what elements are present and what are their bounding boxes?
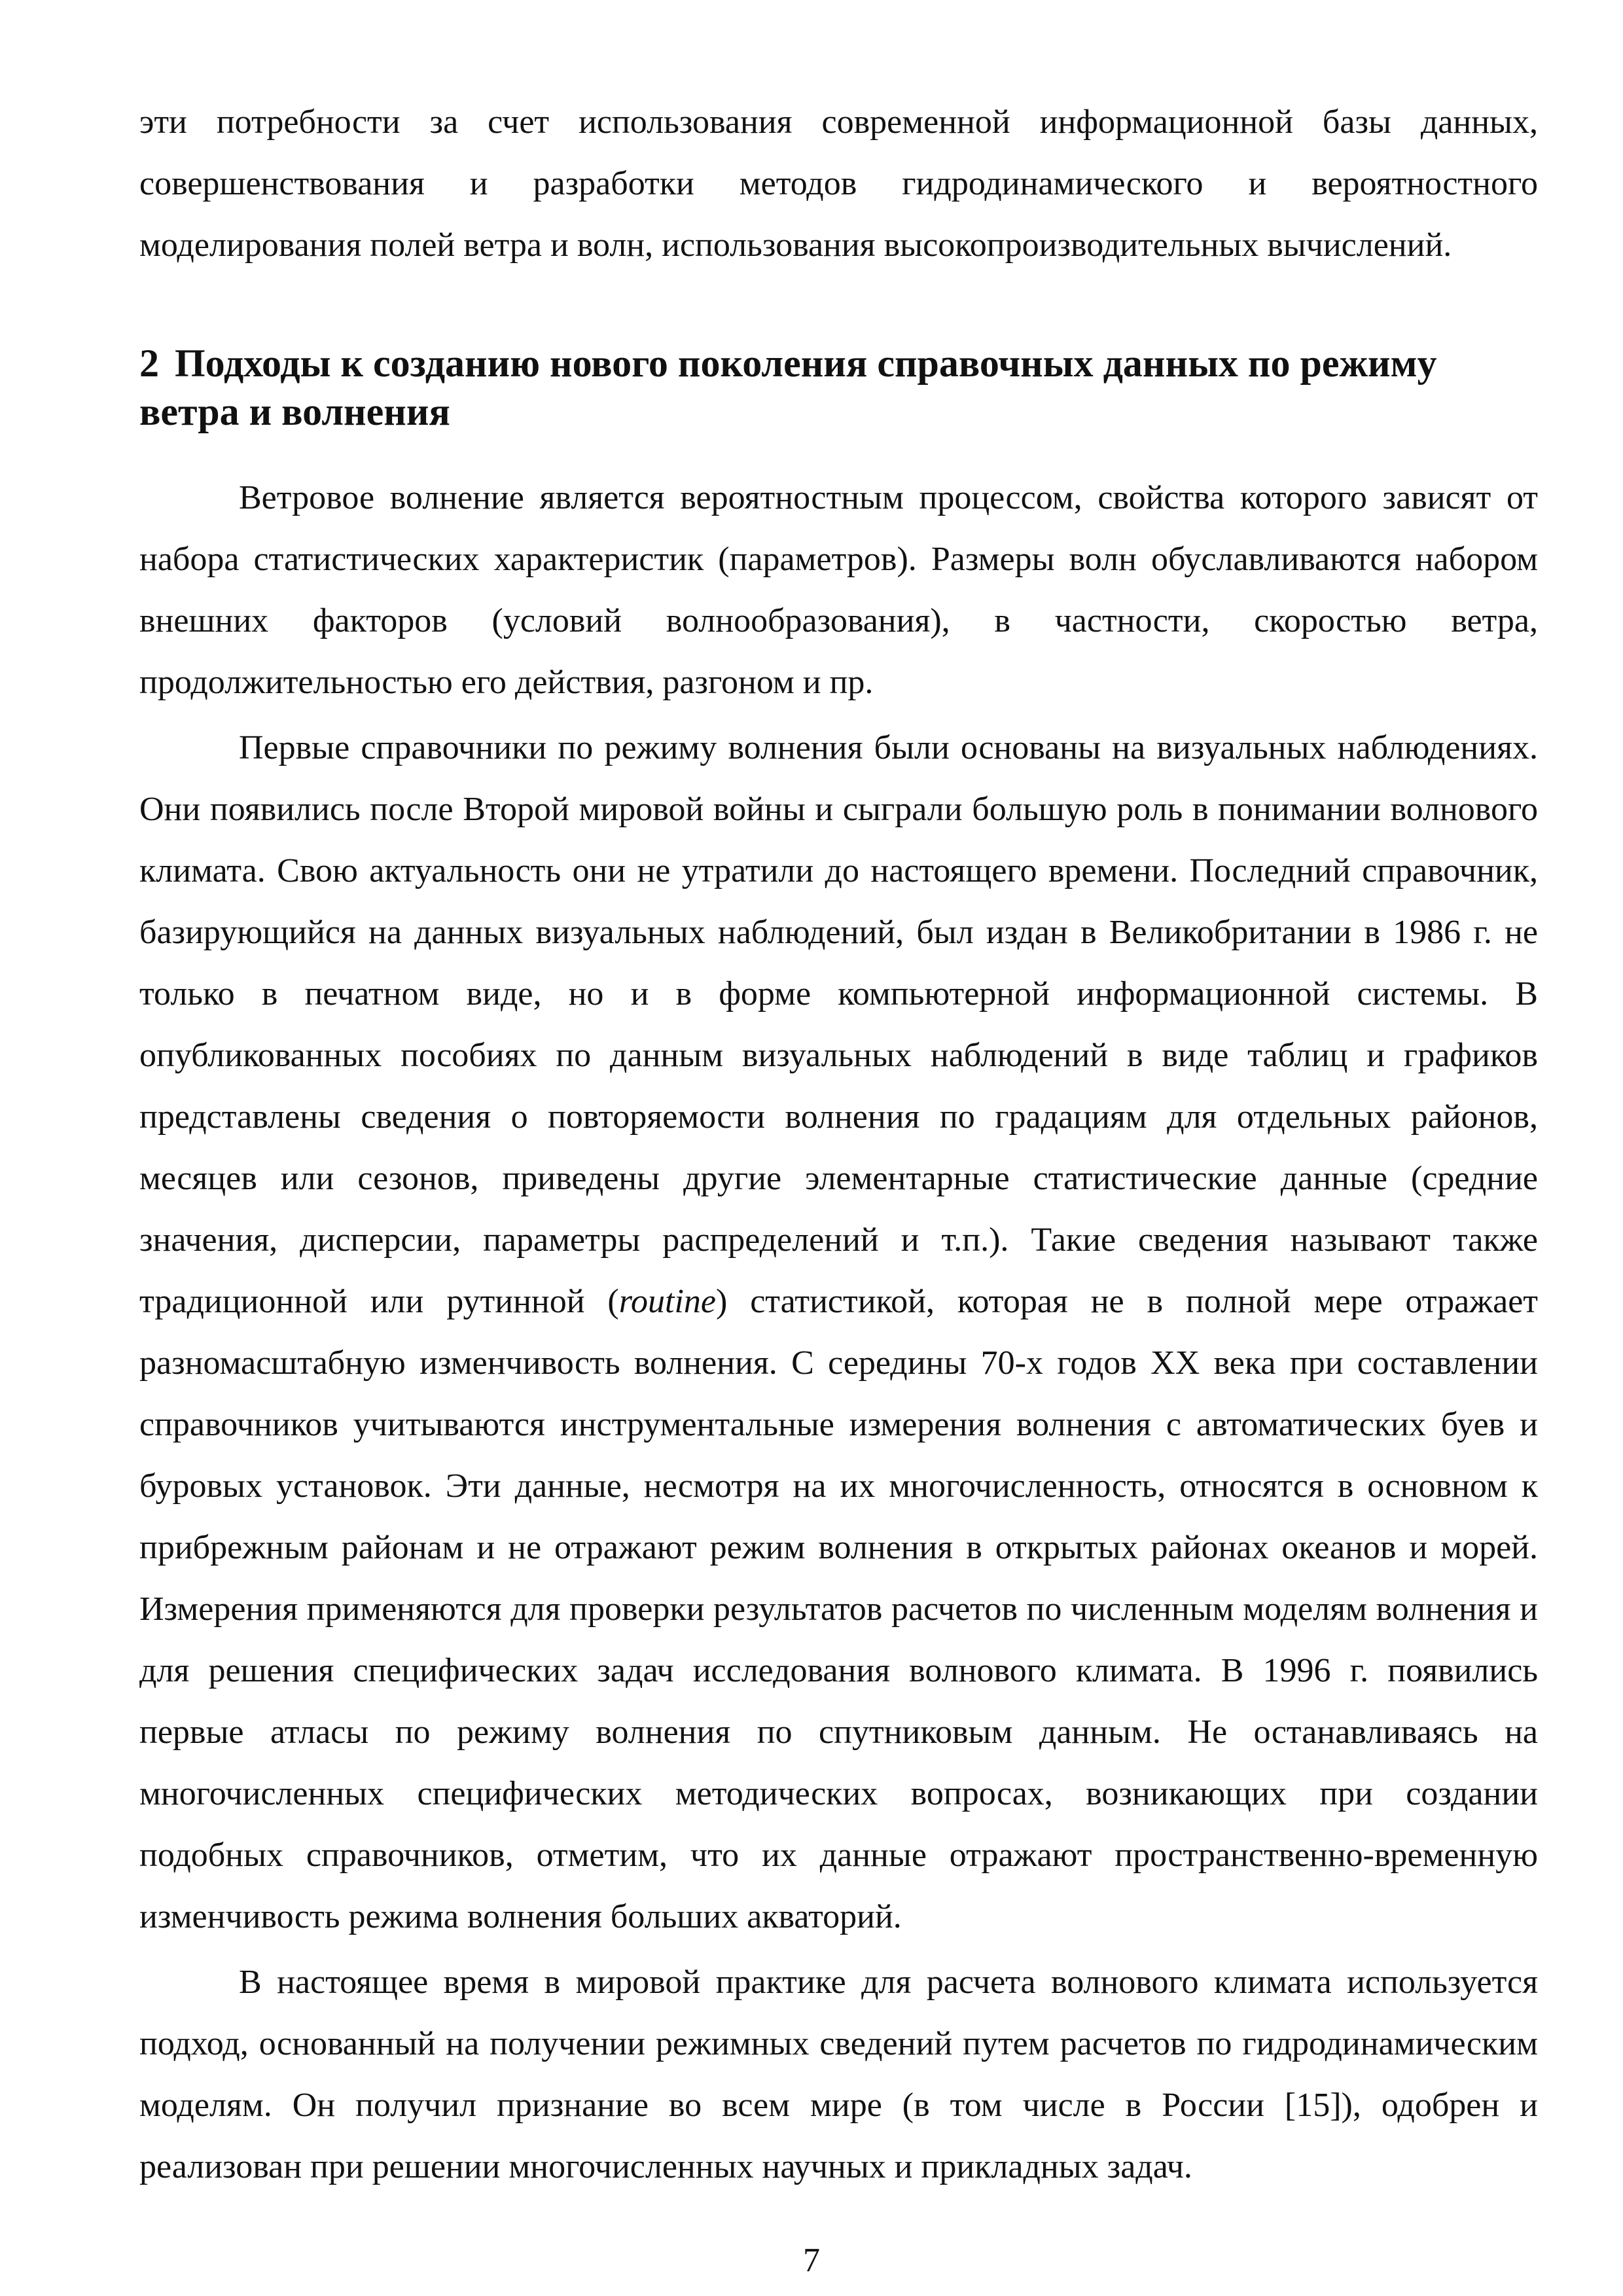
document-body [139,92,1538,2198]
paragraph-text-part: ) статистикой, которая не в полной мере отражает разномасштабную изменчивость волнения. С середины 70-х годов XX века при составлении справочников учитываются инструментальные измерения волнения с автоматических буев и буровых установок. Эти данные, несмотря на их многочисленность, относятся в основном к прибрежным районам и не отражают режим волнения в открытых районах океанов и морей. Измерения применяются для проверки результатов расчетов по численным моделям волнения и для решения специфических задач исследования волнового климата. В 1996 г. появились первые атласы по режиму волнения по спутниковым данным. Не останавливаясь на многочисленных специфических методических вопросах, возникающих при создании подобных справочников, отметим, что их данные отражают пространственно-временную изменчивость режима волнения больших акваторий. [139,1283,1538,1935]
section-number: 2 [139,342,159,385]
paragraph-reference-history [139,717,1538,1948]
intro-paragraph: эти потребности за счет использования современной информационной базы данных, совершенствования и разработки методов гидродинамического и вероятностного моделирования полей ветра и волн, использования высокопроизводительных вычислений. [139,103,1538,264]
page-number: 7 [803,2242,820,2279]
italic-term: routine [618,1283,717,1320]
paragraph-text-part: Первые справочники по режиму волнения были основаны на визуальных наблюдениях. Они появились после Второй мировой войны и сыграли большую роль в понимании волнового климата. Свою актуальность они не утратили до настоящего времени. Последний справочник, базирующийся на данных визуальных наблюдений, был издан в Великобритании в 1986 г. не только в печатном виде, но и в форме компьютерной информационной системы. В опубликованных пособиях по данным визуальных наблюдений в виде таблиц и графиков представлены сведения о повторяемости волнения по градациям для отдельных районов, месяцев или сезонов, приведены другие элементарные статистические данные (средние значения, дисперсии, параметры распределений и т.п.). Такие сведения называют также традиционной или рутинной ( [139,729,1538,1320]
section-heading [139,339,1538,436]
section-title: Подходы к созданию нового поколения справочных данных по режиму ветра и волнения [139,342,1437,433]
paragraph-current-practice: В настоящее время в мировой практике для расчета волнового климата используется подход, основанный на получении режимных сведений путем расчетов по гидродинамическим моделям. Он получил признание во всем мире (в том числе в России [15]), одобрен и реализован при решении многочисленных научных и прикладных задач. [139,1964,1538,2185]
paragraph-wind-waves: Ветровое волнение является вероятностным процессом, свойства которого зависят от набора статистических характеристик (параметров). Размеры волн обуславливаются набором внешних факторов (условий волнообразования), в частности, скоростью ветра, продолжительностью его действия, разгоном и пр. [139,479,1538,701]
